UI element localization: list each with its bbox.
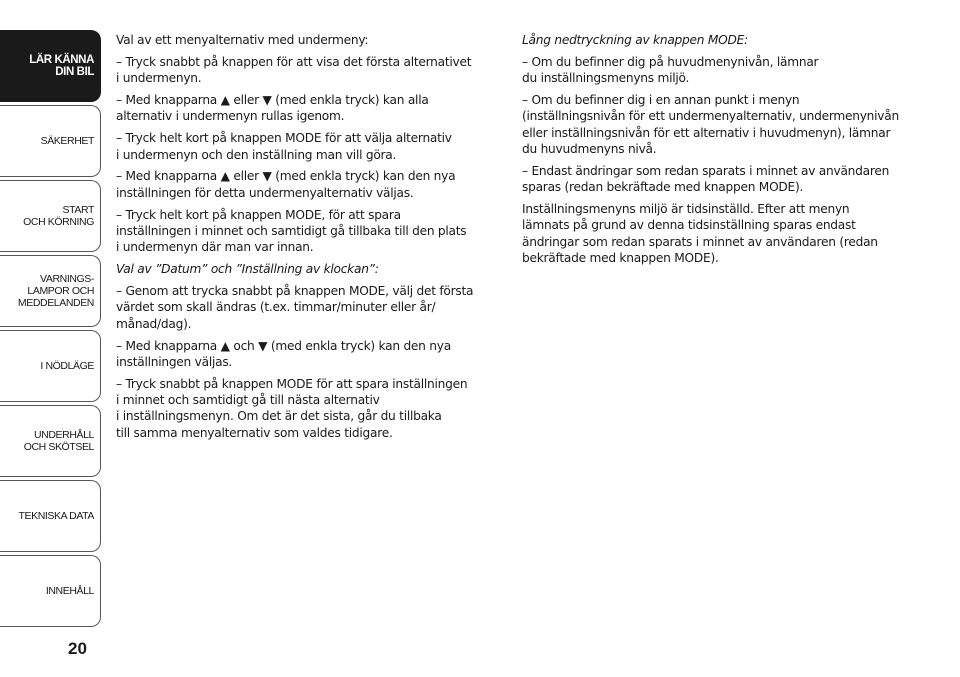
paragraph: – Genom att trycka snabbt på knappen MODE, välj det första värdet som skall ändras (t.ex. timmar/minuter eller år/ månad/dag). — [116, 284, 474, 331]
section-heading: Val av ”Datum” och ”Inställning av klockan”: — [116, 262, 379, 277]
tab-lar-kanna-din-bil[interactable]: LÄR KÄNNA DIN BIL — [0, 30, 101, 102]
paragraph: – Tryck helt kort på knappen MODE, för att spara inställningen i minnet och samtidigt gå tillbaka till den plats i undermenyn där man var innan. — [116, 207, 467, 255]
paragraph: – Tryck helt kort på knappen MODE för att välja alternativ i undermenyn och den inställning man vill göra. — [116, 131, 452, 162]
paragraph: – Endast ändringar som redan sparats i minnet av användaren sparas (redan bekräftade med knappen MODE). — [522, 163, 890, 195]
tab-innehall[interactable]: INNEHÅLL — [0, 555, 101, 627]
tab-sakerhet[interactable]: SÄKERHET — [0, 105, 101, 177]
tab-i-nodlage[interactable]: I NÖDLÄGE — [0, 330, 101, 402]
paragraph: Val av ett menyalternativ med undermeny: — [116, 33, 369, 47]
tab-tekniska-data[interactable]: TEKNISKA DATA — [0, 480, 101, 552]
page-number: 20 — [68, 639, 87, 658]
paragraph: – Om du befinner dig i en annan punkt i menyn (inställningsnivån för ett undermenyalternativ, undermenynivån eller inställningsnivån för ett alternativ i huvudmenyn), lämnar du huvudmenyns nivå. — [522, 93, 899, 156]
section-heading: Lång nedtryckning av knappen MODE: — [522, 33, 748, 47]
tab-varningslampor[interactable]: VARNINGS- LAMPOR OCH MEDDELANDEN — [0, 255, 101, 327]
tab-start-och-korning[interactable]: START OCH KÖRNING — [0, 180, 101, 252]
paragraph: – Om du befinner dig på huvudmenynivån, lämnar du inställningsmenyns miljö. — [522, 54, 819, 86]
paragraph: – Med knapparna ▲ och ▼ (med enkla tryck) kan den nya inställningen väljas. — [116, 338, 451, 369]
tab-underhall[interactable]: UNDERHÅLL OCH SKÖTSEL — [0, 405, 101, 477]
paragraph: – Med knapparna ▲ eller ▼ (med enkla tryck) kan alla alternativ i undermenyn rullas igenom. — [116, 93, 429, 124]
left-column — [116, 32, 502, 446]
paragraph: Inställningsmenyns miljö är tidsinställd. Efter att menyn lämnats på grund av denna tidsinställning sparas endast ändringar som redan sparats i minnet av användaren (redan bekräftade med knappen MODE). — [522, 202, 878, 265]
paragraph: – Tryck snabbt på knappen MODE för att spara inställningen i minnet och samtidigt gå till nästa alternativ i inställningsmenyn. Om det är det sista, går du tillbaka till samma menyalternativ som valdes tidigare. — [116, 376, 468, 440]
paragraph: – Tryck snabbt på knappen för att visa det första alternativet i undermenyn. — [116, 54, 472, 86]
right-column — [522, 32, 918, 272]
paragraph: – Med knapparna ▲ eller ▼ (med enkla tryck) kan den nya inställningen för detta undermenyalternativ väljas. — [116, 169, 456, 200]
